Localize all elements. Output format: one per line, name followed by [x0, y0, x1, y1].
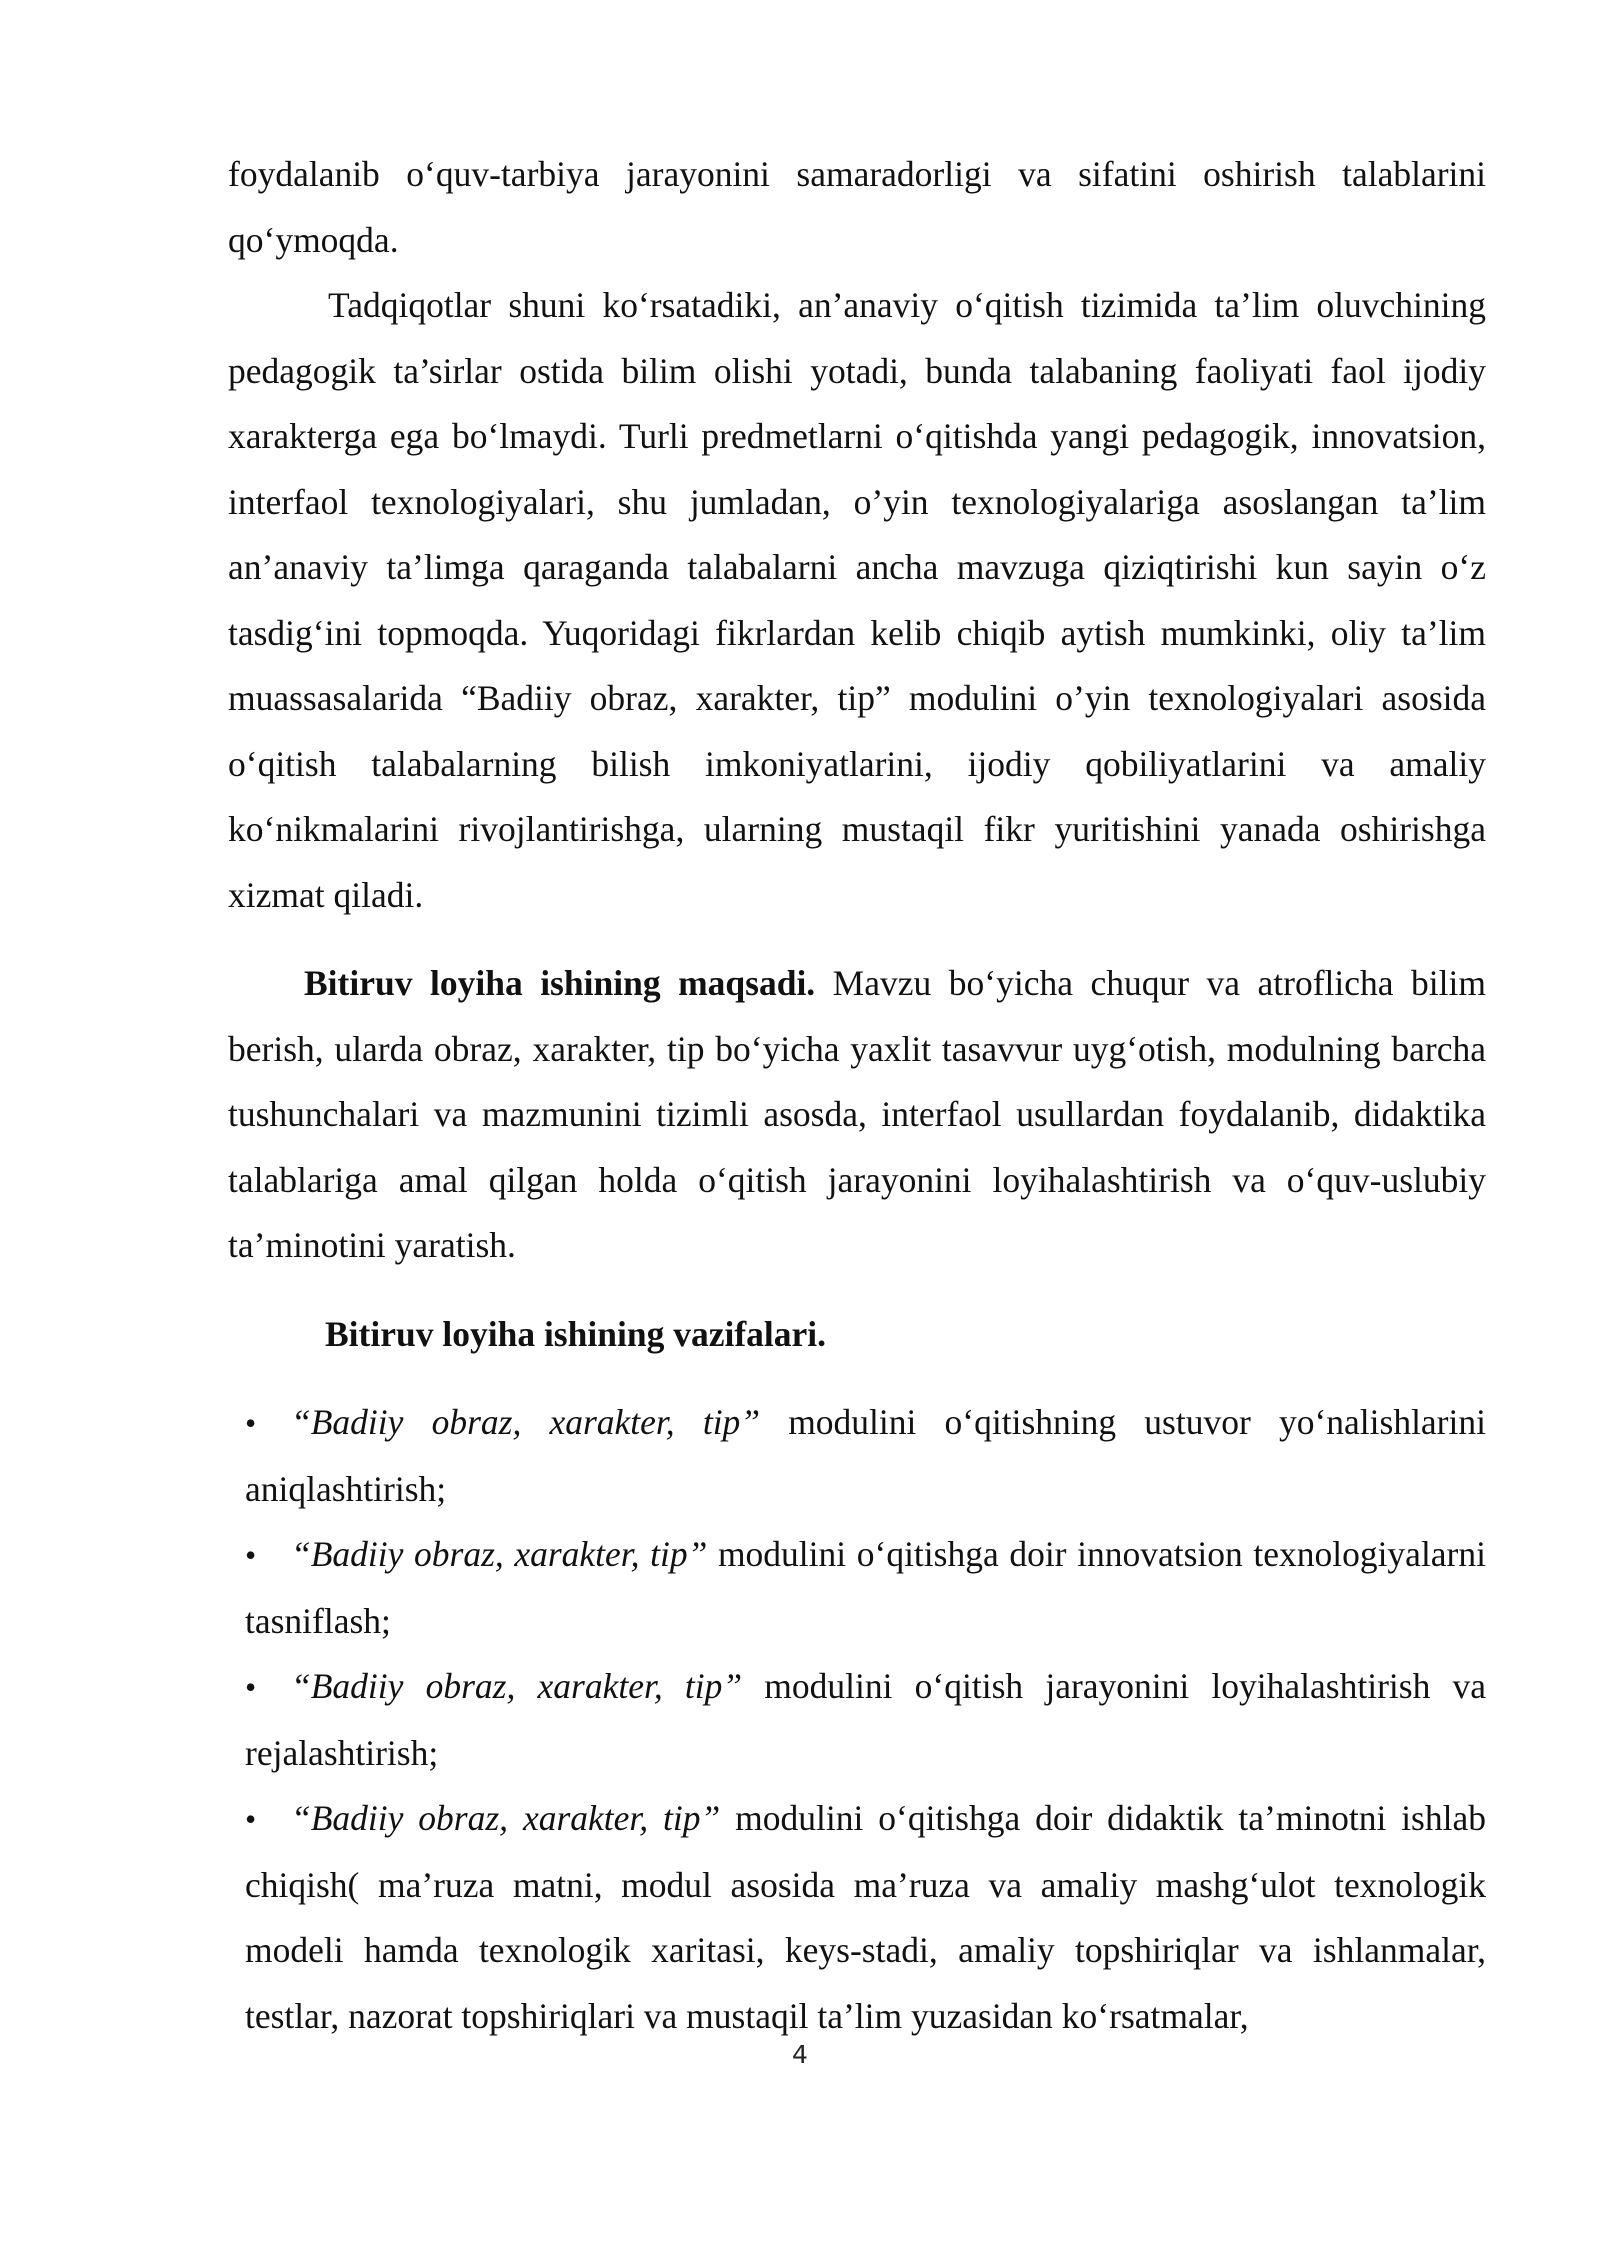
tasks-heading: Bitiruv loyiha ishining vazifalari.	[325, 1313, 827, 1354]
task-module-title: “Badiiy obraz, xarakter, tip”	[291, 1402, 761, 1442]
list-item	[245, 1390, 1486, 1522]
bullet-icon: •	[245, 1537, 257, 1573]
paragraph-continuation: foydalanib o‘quv-tarbiya jarayonini samaradorligi va sifatini oshirish talablarini qo‘ymoqda.	[228, 154, 1486, 260]
bullet-icon: •	[245, 1669, 257, 1705]
bullet-icon: •	[245, 1405, 257, 1441]
list-item	[245, 1654, 1486, 1786]
task-module-title: “Badiiy obraz, xarakter, tip”	[291, 1666, 743, 1706]
task-module-title: “Badiiy obraz, xarakter, tip”	[291, 1534, 708, 1574]
goal-text: Mavzu bo‘yicha chuqur va atroflicha bilim berish, ularda obraz, xarakter, tip bo‘yicha yaxlit tasavvur uyg‘otish, modulning barcha tushunchalari va mazmunini tizimli asosda, interfaol usullardan foydalanib, didaktika talablariga amal qilgan holda o‘qitish jarayonini loyihalashtirish va o‘quv-uslubiy ta’minotini yaratish.	[228, 963, 1486, 1265]
task-text: modulini o‘qitish jarayonini loyihalashtirish va rejalashtirish;	[245, 1666, 1486, 1773]
goal-heading: Bitiruv loyiha ishining maqsadi.	[304, 963, 816, 1003]
paragraph-goal	[228, 951, 1486, 1279]
document-page	[228, 142, 1486, 2049]
task-module-title: “Badiiy obraz, xarakter, tip”	[291, 1798, 721, 1838]
list-item	[245, 1522, 1486, 1654]
task-text: modulini o‘qitishning ustuvor yo‘nalishlarini aniqlashtirish;	[245, 1402, 1486, 1509]
task-text: modulini o‘qitishga doir didaktik ta’minotni ishlab chiqish( ma’ruza matni, modul asosida ma’ruza va amaliy mashg‘ulot texnologik modeli hamda texnologik xaritasi, keys-stadi, amaliy topshiriqlar va ishlanmalar, testlar, nazorat topshiriqlari va mustaqil ta’lim yuzasidan ko‘rsatmalar,	[245, 1798, 1486, 2036]
bullet-icon: •	[245, 1801, 257, 1837]
tasks-list	[228, 1390, 1486, 2049]
list-item	[245, 1786, 1486, 2049]
paragraph-research: Tadqiqotlar shuni ko‘rsatadiki, an’anaviy o‘qitish tizimida ta’lim oluvchining pedagogik ta’sirlar ostida bilim olishi yotadi, bunda talabaning faoliyati faol ijodiy xarakterga ega bo‘lmaydi. Turli predmetlarni o‘qitishda yangi pedagogik, innovatsion, interfaol texnologiyalari, shu jumladan, o’yin texnologiyalariga asoslangan ta’lim an’anaviy ta’limga qaraganda talabalarni ancha mavzuga qiziqtirishi kun sayin o‘z tasdig‘ini topmoqda. Yuqoridagi fikrlardan kelib chiqib aytish mumkinki, oliy ta’lim muassasalarida “Badiiy obraz, xarakter, tip” modulini o’yin texnologiyalari asosida o‘qitish talabalarning bilish imkoniyatlarini, ijodiy qobiliyatlarini va amaliy ko‘nikmalarini rivojlantirishga, ularning mustaqil fikr yuritishini yanada oshirishga xizmat qiladi.	[228, 285, 1486, 915]
page-number: 4	[792, 2040, 808, 2069]
task-text: modulini o‘qitishga doir innovatsion texnologiyalarni tasniflash;	[245, 1534, 1486, 1641]
